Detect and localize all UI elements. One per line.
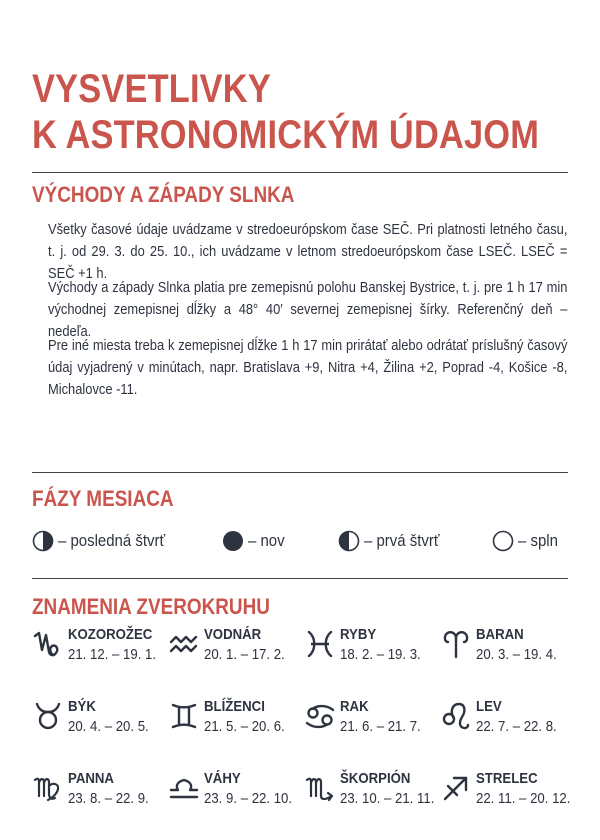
zodiac-sign-dates: 21. 12. – 19. 1. — [68, 646, 157, 663]
zodiac-sign-virgo — [32, 770, 168, 816]
taurus-icon — [32, 700, 64, 732]
sagittarius-icon — [440, 772, 472, 804]
sunrise-paragraph-3: Pre iné miesta treba k zemepisnej dĺžke 1 h 17 min prirátať alebo odrátať príslušný časový údaj vyjadrený v minútach, napr. Bratislava +9, Nitra +4, Žilina +2, Poprad -4, Košice -8, Michalovce -11. — [48, 337, 568, 398]
zodiac-sign-name: VÁHY — [204, 770, 241, 787]
zodiac-sign-dates: 18. 2. – 19. 3. — [340, 646, 421, 663]
new-moon-icon — [222, 530, 244, 552]
virgo-icon — [32, 772, 64, 804]
zodiac-sign-dates: 23. 10. – 21. 11. — [340, 790, 435, 807]
zodiac-sign-aries — [440, 626, 576, 672]
zodiac-sign-name: VODNÁR — [204, 626, 262, 643]
zodiac-sign-capricorn — [32, 626, 168, 672]
zodiac-sign-name: PANNA — [68, 770, 114, 787]
zodiac-grid — [32, 626, 572, 816]
phase-new-moon — [222, 526, 290, 556]
zodiac-sign-cancer — [304, 698, 440, 744]
zodiac-sign-dates: 21. 6. – 21. 7. — [340, 718, 421, 735]
zodiac-sign-name: BARAN — [476, 626, 524, 643]
zodiac-sign-dates: 23. 9. – 22. 10. — [204, 790, 293, 807]
sunrise-paragraph-1: Všetky časové údaje uvádzame v stredoeurópskom čase SEČ. Pri platnosti letného času, t. j. od 29. 3. do 25. 10., ich uvádzame v letnom stredoeurópskom čase LSEČ. LSEČ = SEČ +1 h. — [48, 221, 568, 282]
zodiac-sign-aquarius — [168, 626, 304, 672]
zodiac-sign-dates: 23. 8. – 22. 9. — [68, 790, 149, 807]
divider-zodiac — [32, 578, 568, 579]
zodiac-sign-scorpio — [304, 770, 440, 816]
zodiac-sign-name: ŠKORPIÓN — [340, 770, 411, 787]
leo-icon — [440, 700, 472, 732]
gemini-icon — [168, 700, 200, 732]
phase-full-moon — [492, 526, 563, 556]
first-quarter-icon — [338, 530, 360, 552]
divider-top — [32, 172, 568, 173]
zodiac-sign-name: KOZOROŽEC — [68, 626, 153, 643]
zodiac-sign-taurus — [32, 698, 168, 744]
cancer-icon — [304, 700, 336, 732]
zodiac-sign-dates: 22. 11. – 20. 12. — [476, 790, 571, 807]
zodiac-sign-dates: 21. 5. – 20. 6. — [204, 718, 285, 735]
zodiac-sign-gemini — [168, 698, 304, 744]
phase-label: – posledná štvrť — [58, 531, 166, 550]
pisces-icon — [304, 628, 336, 660]
divider-moon — [32, 472, 568, 473]
last-quarter-icon — [32, 530, 54, 552]
scorpio-icon — [304, 772, 336, 804]
full-moon-icon — [492, 530, 514, 552]
sunrise-paragraph-2: Východy a západy Slnka platia pre zemepisnú polohu Banskej Bystrice, t. j. pre 1 h 17 min východnej zemepisnej dĺžky a 48° 40′ severnej zemepisnej šírky. Referenčný deň – nedeľa. — [48, 279, 568, 340]
sunrise-section-body — [48, 219, 568, 398]
libra-icon — [168, 772, 200, 804]
phase-last-quarter — [32, 526, 180, 556]
zodiac-sign-name: STRELEC — [476, 770, 538, 787]
page-title-line2: K ASTRONOMICKÝM ÚDAJOM — [32, 113, 540, 157]
zodiac-sign-name: BÝK — [68, 698, 96, 715]
page-title-line1: VYSVETLIVKY — [32, 67, 271, 111]
zodiac-sign-name: BLÍŽENCI — [204, 698, 265, 715]
zodiac-sign-libra — [168, 770, 304, 816]
zodiac-sign-name: RYBY — [340, 626, 377, 643]
zodiac-sign-leo — [440, 698, 576, 744]
zodiac-sign-dates: 20. 1. – 17. 2. — [204, 646, 285, 663]
zodiac-sign-sagittarius — [440, 770, 576, 816]
zodiac-sign-dates: 20. 3. – 19. 4. — [476, 646, 557, 663]
phase-label: – prvá štvrť — [364, 531, 440, 550]
zodiac-sign-pisces — [304, 626, 440, 672]
moon-section-title: FÁZY MESIACA — [32, 486, 174, 511]
zodiac-sign-dates: 22. 7. – 22. 8. — [476, 718, 557, 735]
capricorn-icon — [32, 628, 64, 660]
zodiac-sign-dates: 20. 4. – 20. 5. — [68, 718, 149, 735]
zodiac-section-title: ZNAMENIA ZVEROKRUHU — [32, 594, 270, 619]
sunrise-section-title: VÝCHODY A ZÁPADY SLNKA — [32, 182, 295, 207]
aquarius-icon — [168, 628, 200, 660]
phase-label: – spln — [518, 531, 558, 550]
zodiac-sign-name: RAK — [340, 698, 369, 715]
moon-phases — [32, 526, 572, 556]
aries-icon — [440, 628, 472, 660]
zodiac-sign-name: LEV — [476, 698, 502, 715]
page-title — [32, 66, 539, 158]
phase-first-quarter — [338, 526, 450, 556]
phase-label: – nov — [248, 531, 285, 550]
